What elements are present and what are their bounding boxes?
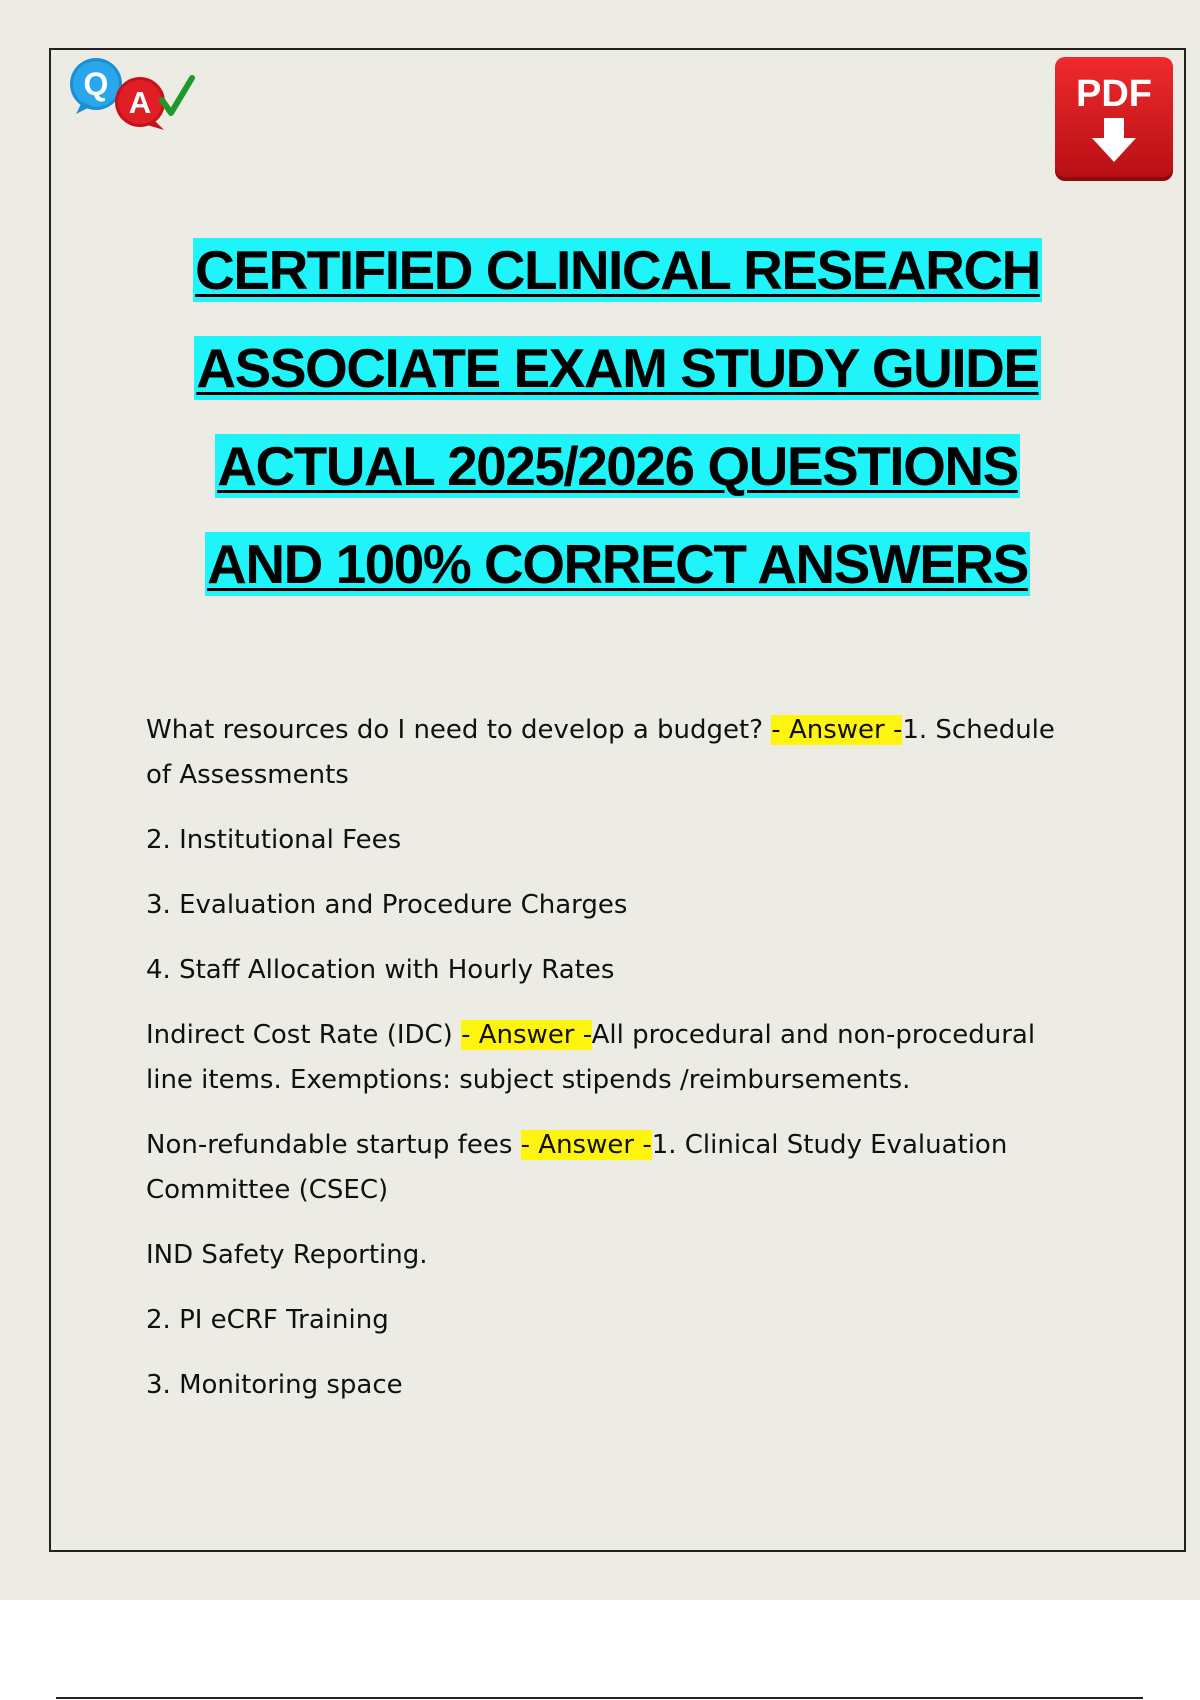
title-line-3: ACTUAL 2025/2026 QUESTIONS <box>217 435 1018 497</box>
question-text: What resources do I need to develop a budget? <box>146 715 772 745</box>
answer-text: All procedural and non-procedural line items. Exemptions: subject stipends /reimbursements. <box>146 1020 1036 1095</box>
answer-marker: - Answer - <box>461 1020 592 1050</box>
answer-text: 1. Schedule of Assessments <box>146 715 1055 790</box>
list-item: 2. Institutional Fees <box>146 825 402 855</box>
list-item: 4. Staff Allocation with Hourly Rates <box>146 955 615 985</box>
title-line-1: CERTIFIED CLINICAL RESEARCH <box>195 239 1040 301</box>
qa-item-startup-fees <box>146 1123 1086 1213</box>
qa-item-budget-resources <box>146 708 1086 798</box>
answer-marker: - Answer - <box>520 1130 652 1160</box>
title-line-2: ASSOCIATE EXAM STUDY GUIDE <box>196 337 1039 399</box>
answer-marker: - Answer - <box>771 715 903 745</box>
list-item: 3. Evaluation and Procedure Charges <box>146 890 628 920</box>
title-line-4: AND 100% CORRECT ANSWERS <box>207 533 1028 595</box>
pdf-label: PDF <box>1076 73 1152 115</box>
logo-q-letter: Q <box>83 66 109 102</box>
qa-item-indirect-cost-rate <box>146 1013 1086 1103</box>
answer-text: 1. Clinical Study Evaluation Committee (CSEC) <box>146 1130 1008 1205</box>
qa-check-logo-icon <box>68 56 198 131</box>
footer-divider <box>56 1697 1143 1699</box>
qa-content <box>146 708 1086 1428</box>
list-item: 3. Monitoring space <box>146 1370 403 1400</box>
document-title <box>60 238 1175 630</box>
question-text: Indirect Cost Rate (IDC) <box>146 1020 462 1050</box>
logo-a-letter: A <box>128 85 152 120</box>
list-item: 2. PI eCRF Training <box>146 1305 389 1335</box>
question-text: Non-refundable startup fees <box>146 1130 521 1160</box>
pdf-download-icon[interactable] <box>1052 56 1176 184</box>
list-item: IND Safety Reporting. <box>146 1240 428 1270</box>
